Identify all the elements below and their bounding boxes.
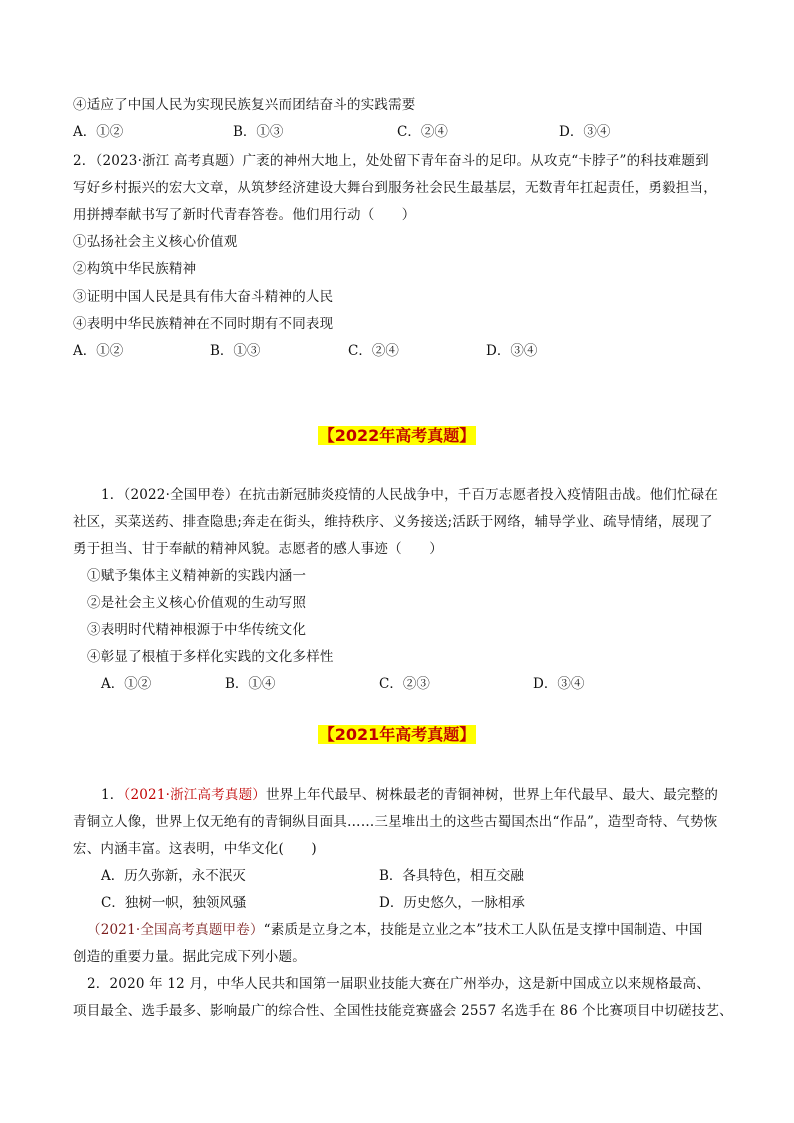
- option-c[interactable]: C．②④: [397, 124, 448, 140]
- option-b[interactable]: B．①③: [233, 124, 284, 140]
- answer-options-row: [101, 894, 601, 912]
- option-b[interactable]: B．①④: [225, 676, 276, 692]
- question-stem-line: 宏、内涵丰富。这表明，中华文化( ): [73, 841, 317, 857]
- question-item: ①弘扬社会主义核心价值观: [73, 234, 238, 250]
- question-source: （2021·全国高考真题甲卷）: [87, 922, 264, 938]
- option-c[interactable]: C．独树一帜，独领风骚: [101, 895, 247, 911]
- question-group-intro: [87, 921, 703, 939]
- question-item: ④彰显了根植于多样化实践的文化多样性: [87, 649, 334, 665]
- answer-options-row: [101, 675, 661, 693]
- heading-highlight: 【2022年高考真题】: [318, 426, 476, 445]
- heading-highlight: 【2021年高考真题】: [318, 725, 476, 744]
- option-d[interactable]: D．③④: [533, 676, 585, 692]
- section-heading-2022: [0, 425, 794, 447]
- question-stem-line: 2．2020 年 12 月，中华人民共和国第一届职业技能大赛在广州举办，这是新中国成立以来规格最高、: [87, 976, 710, 992]
- section-heading-2021: [0, 724, 794, 746]
- answer-options-row: [73, 342, 673, 360]
- option-a[interactable]: A．①②: [73, 124, 124, 140]
- option-a[interactable]: A．①②: [101, 676, 152, 692]
- question-stem-line: 项目最全、选手最多、影响最广的综合性、全国性技能竞赛盛会 2557 名选手在 86 个比赛项目中切磋技艺、: [73, 1003, 733, 1019]
- question-stem-line: 2．（2023·浙江 高考真题）广袤的神州大地上，处处留下青年奋斗的足印。从攻克“卡脖子”的科技难题到: [73, 153, 709, 169]
- question-item: ②是社会主义核心价值观的生动写照: [87, 595, 307, 611]
- option-c[interactable]: C．②③: [379, 676, 430, 692]
- option-b[interactable]: B．各具特色，相互交融: [379, 868, 524, 884]
- option-d[interactable]: D．③④: [559, 124, 611, 140]
- answer-options-row: [101, 867, 601, 885]
- option-c[interactable]: C．②④: [348, 343, 399, 359]
- question-stem-line: 1．（2022·全国甲卷）在抗击新冠肺炎疫情的人民战争中，千百万志愿者投入疫情阻击战。他们忙碌在: [101, 487, 719, 503]
- question-item: ④适应了中国人民为实现民族复兴而团结奋斗的实践需要: [73, 97, 416, 113]
- question-stem-line: 创造的重要力量。据此完成下列小题。: [73, 949, 306, 965]
- option-d[interactable]: D．③④: [486, 343, 538, 359]
- question-stem-line: 勇于担当、甘于奉献的精神风貌。志愿者的感人事迹（ ）: [73, 541, 443, 557]
- question-stem-line: 社区，买菜送药、排查隐患;奔走在街头，维持秩序、义务接送;活跃于网络，辅导学业、疏导情绪，展现了: [73, 514, 713, 530]
- question-item: ④表明中华民族精神在不同时期有不同表现: [73, 316, 334, 332]
- question-stem-text: “素质是立身之本，技能是立业之本”技术工人队伍是支撑中国制造、中国: [263, 922, 703, 938]
- question-item: ③证明中国人民是具有伟大奋斗精神的人民: [73, 289, 334, 305]
- question-stem-line: [101, 786, 718, 804]
- question-number: 1．: [101, 787, 124, 803]
- question-item: ③表明时代精神根源于中华传统文化: [87, 622, 307, 638]
- question-item: ②构筑中华民族精神: [73, 261, 197, 277]
- answer-options-row: [73, 123, 673, 141]
- question-stem-line: 写好乡村振兴的宏大文章，从筑梦经济建设大舞台到服务社会民生最基层，无数青年扛起责任，勇毅担当，: [73, 180, 717, 196]
- question-stem-line: 用拼搏奉献书写了新时代青春答卷。他们用行动（ ）: [73, 207, 416, 223]
- question-item: ①赋予集体主义精神新的实践内涵一: [87, 568, 307, 584]
- question-stem-text: 世界上年代最早、树株最老的青铜神树，世界上年代最早、最大、最完整的: [266, 787, 719, 803]
- option-d[interactable]: D．历史悠久，一脉相承: [379, 895, 525, 911]
- question-stem-line: 青铜立人像，世界上仅无绝有的青铜纵目面具……三星堆出土的这些古蜀国杰出“作品”，造型奇特、气势恢: [73, 814, 718, 830]
- question-source: （2021·浙江高考真题）: [123, 787, 266, 803]
- option-b[interactable]: B．①③: [210, 343, 261, 359]
- option-a[interactable]: A．历久弥新，永不泯灭: [101, 868, 246, 884]
- option-a[interactable]: A．①②: [73, 343, 124, 359]
